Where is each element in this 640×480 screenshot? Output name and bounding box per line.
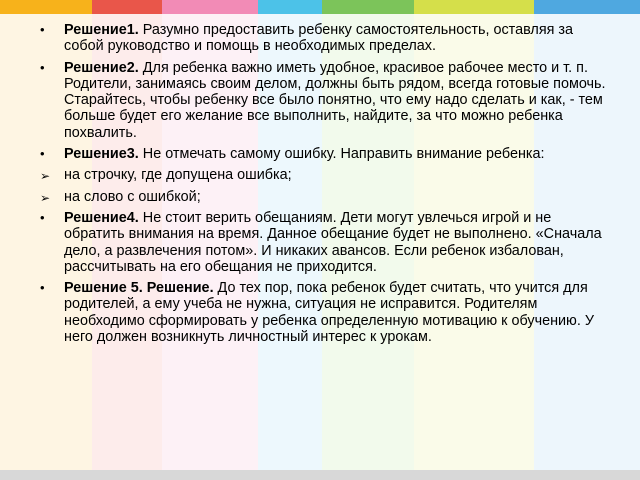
top-color-bar <box>0 0 640 14</box>
solution-label: Решение 5. Решение. <box>64 280 214 297</box>
bullet-icon: • <box>40 280 45 296</box>
bullet-icon: • <box>40 22 45 37</box>
list-item <box>40 210 610 275</box>
solution-text: Не отмечать самому ошибку. Направить внимание ребенка: <box>138 146 545 163</box>
top-segment <box>0 0 92 14</box>
top-segment <box>92 0 162 14</box>
list-item <box>40 280 610 345</box>
solution-text: Для ребенка важно иметь удобное, красивое рабочее место и т. п. Родители, занимаясь своим делом, должны быть рядом, всегда готовые помочь. Старайтесь, чтобы ребенку все было понятно, что ему надо сделать и как, - тем больше будет его желание все выполнить, найдите, за что можно ребенка похвалить. <box>64 59 606 141</box>
top-segment <box>162 0 258 14</box>
solution-text: Не стоит верить обещаниям. Дети могут увлечься игрой и не обратить внимания на время. Данное обещание будет не выполнено. «Сначала дело, а развлечения потом». И никаких авансов. Если ребенок избалован, рассчитывать на его обещания не приходится. <box>64 209 602 275</box>
solution-label: Решение2. <box>64 59 139 76</box>
solutions-list <box>40 22 610 350</box>
solution-text: До тех пор, пока ребенок будет считать, что учится для родителей, а ему учеба не нужна, ситуация не исправится. Родителям необходимо сформировать у ребенка определенную мотивацию к обучению. У него должен возникнуть личностный интерес к урокам. <box>64 280 594 346</box>
sub-list-item <box>40 189 610 205</box>
top-segment <box>258 0 322 14</box>
solution-text: на слово с ошибкой; <box>64 188 201 205</box>
solution-text: на строчку, где допущена ошибка; <box>64 167 292 184</box>
solution-text: Разумно предоставить ребенку самостоятельность, оставляя за собой руководство и помощь в необходимых пределах. <box>64 22 574 55</box>
bullet-icon: • <box>40 209 45 225</box>
bullet-icon: • <box>40 59 45 75</box>
list-item <box>40 146 610 162</box>
arrow-bullet-icon: ➢ <box>40 190 51 205</box>
list-item <box>40 60 610 141</box>
bullet-icon: • <box>40 146 45 162</box>
top-segment <box>414 0 534 14</box>
bottom-bar <box>0 470 640 480</box>
solution-label: Решение4. <box>64 209 139 226</box>
arrow-bullet-icon: ➢ <box>40 169 51 184</box>
top-segment <box>322 0 414 14</box>
solution-label: Решение1. <box>64 22 139 38</box>
list-item <box>40 22 610 55</box>
sub-list-item <box>40 167 610 183</box>
top-segment <box>534 0 640 14</box>
solution-label: Решение3. <box>64 146 139 163</box>
